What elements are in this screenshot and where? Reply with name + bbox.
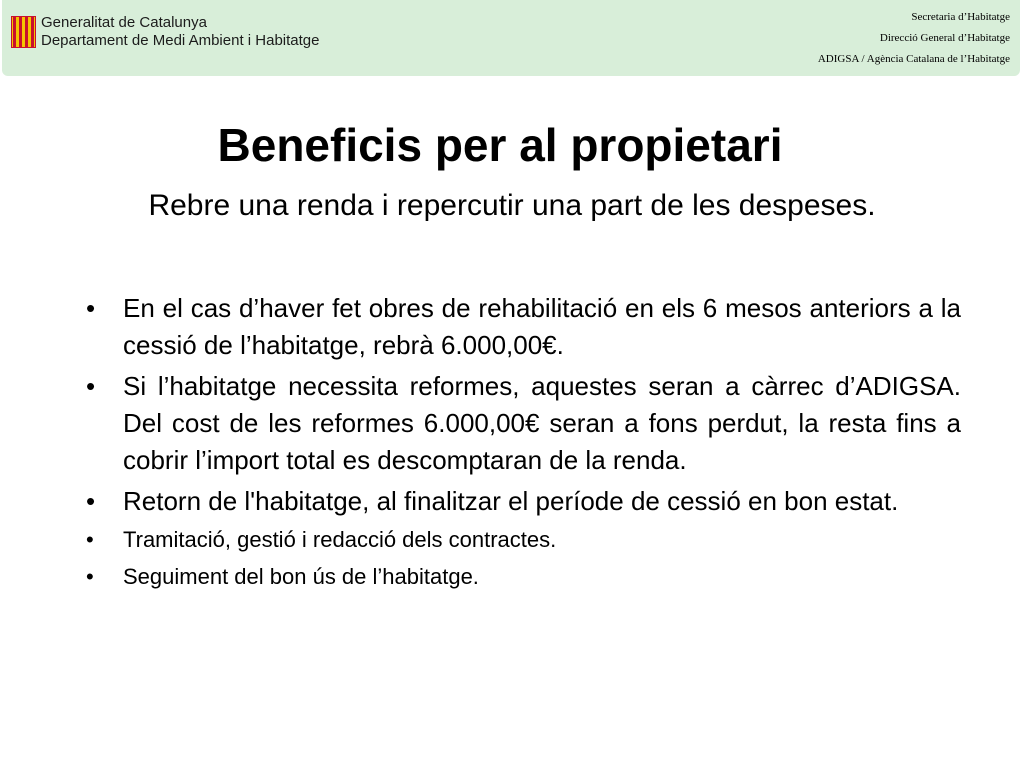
bullet-item <box>86 561 961 593</box>
bullet-item <box>86 524 961 556</box>
bullet-dot: • <box>86 293 96 323</box>
organization-name <box>41 14 320 50</box>
logo-stripe <box>13 17 16 47</box>
bullet-item <box>86 483 961 520</box>
bullet-text: Tramitació, gestió i redacció dels contractes. <box>123 527 557 552</box>
slide-subtitle: Rebre una renda i repercutir una part de les despeses. <box>148 189 876 222</box>
bullet-dot: • <box>86 564 94 589</box>
header-band <box>2 0 1020 76</box>
bullet-text: Si l’habitatge necessita reformes, aquestes seran a càrrec d’ADIGSA. Del cost de les reformes 6.000,00€ seran a fons perdut, la resta fins a cobrir l’import total es descomptaran de la renda. <box>123 371 961 475</box>
bullet-dot: • <box>86 371 96 401</box>
bullet-dot: • <box>86 527 94 552</box>
logo-stripe <box>31 17 34 47</box>
logo-stripe <box>19 17 22 47</box>
bullet-dot: • <box>86 486 96 516</box>
agency-line2: Direcció General d’Habitatge <box>879 32 1010 44</box>
bullet-list <box>86 290 961 598</box>
senyera-logo-icon <box>11 16 36 48</box>
bullet-item <box>86 368 961 479</box>
bullet-text: Seguiment del bon ús de l’habitatge. <box>123 564 479 589</box>
bullet-item <box>86 290 961 364</box>
org-name-line1: Generalitat de Catalunya <box>41 14 207 31</box>
agency-line3: ADIGSA / Agència Catalana de l’Habitatge <box>817 53 1010 65</box>
slide-title: Beneficis per al propietari <box>217 119 783 171</box>
logo-stripe <box>25 17 28 47</box>
agency-info <box>818 7 1010 70</box>
bullet-text: Retorn de l'habitatge, al finalitzar el període de cessió en bon estat. <box>123 486 899 516</box>
agency-line1: Secretaria d’Habitatge <box>911 11 1010 23</box>
bullet-text: En el cas d’haver fet obres de rehabilitació en els 6 mesos anteriors a la cessió de l’habitatge, rebrà 6.000,00€. <box>123 293 961 360</box>
org-name-line2: Departament de Medi Ambient i Habitatge <box>41 32 320 49</box>
